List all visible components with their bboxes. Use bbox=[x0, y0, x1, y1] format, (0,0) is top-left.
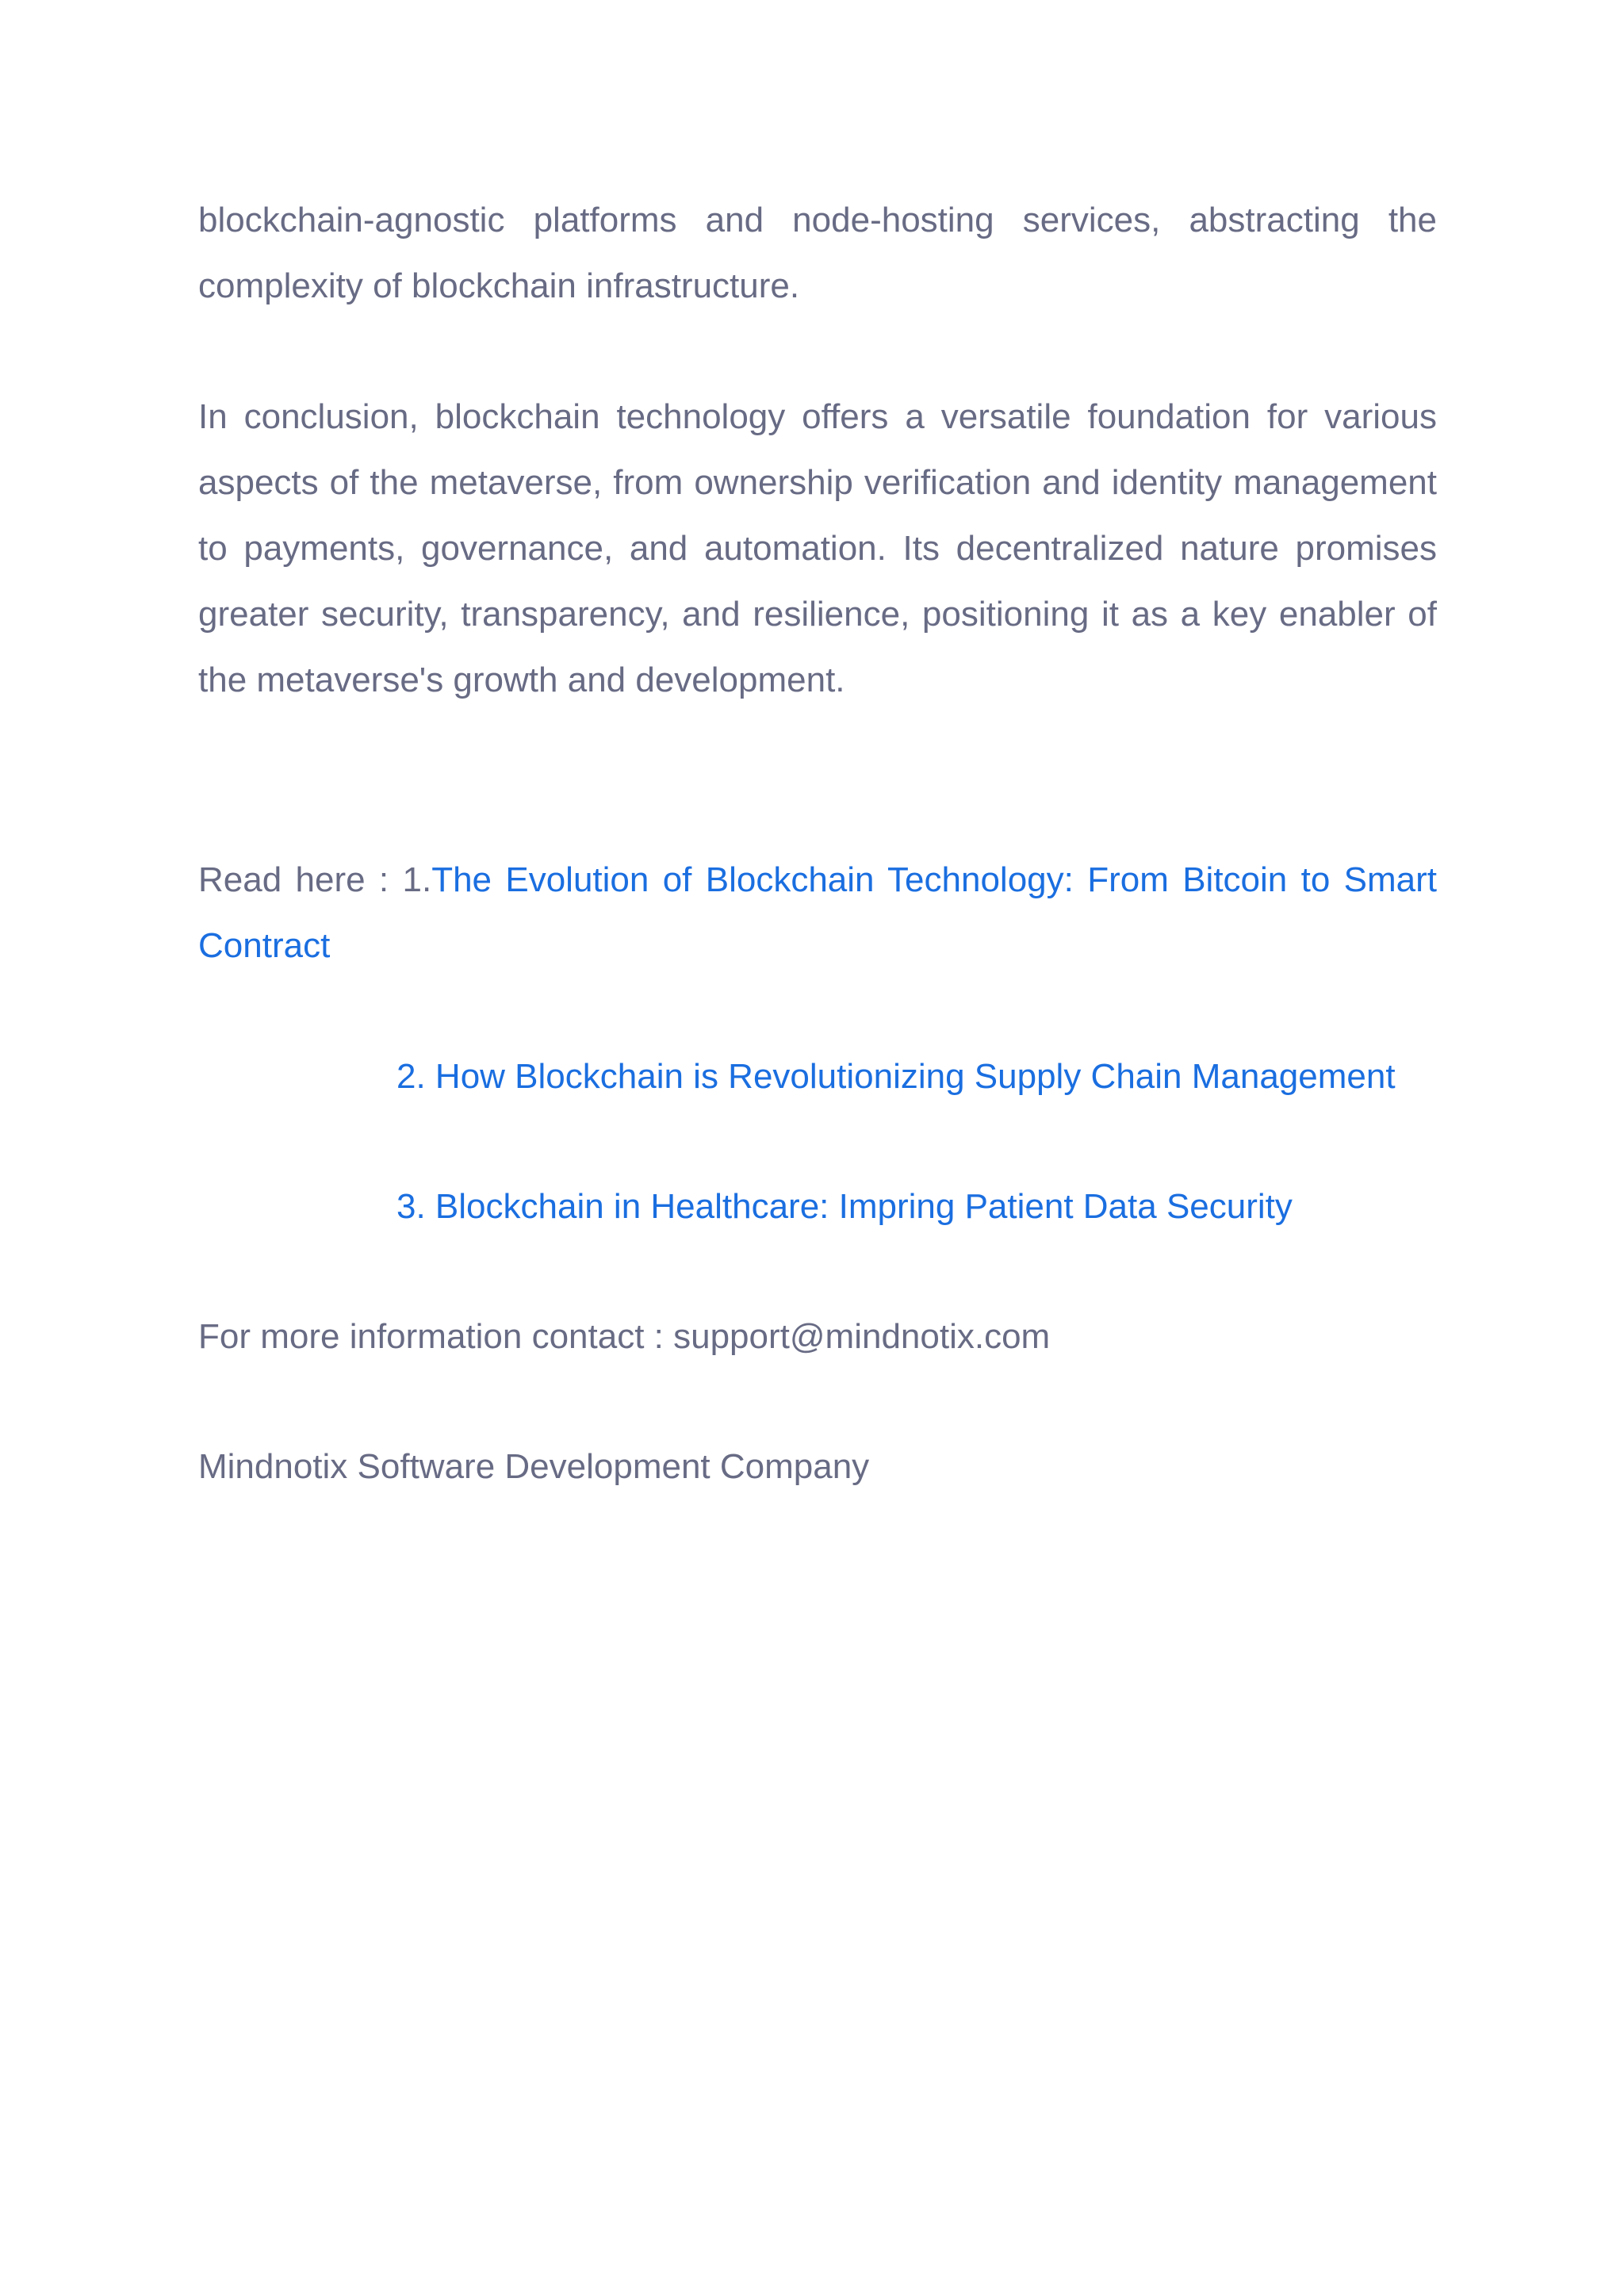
link-line-healthcare bbox=[396, 1174, 1437, 1239]
link-line-supply-chain bbox=[396, 1044, 1437, 1109]
link-evolution-of-blockchain[interactable]: The Evolution of Blockchain Technology: From Bitcoin to Smart Contract bbox=[198, 860, 1437, 965]
contact-line: For more information contact : support@mindnotix.com bbox=[198, 1317, 1051, 1356]
link-supply-chain-management[interactable]: 2. How Blockchain is Revolutionizing Supply Chain Management bbox=[396, 1057, 1396, 1096]
company-name: Mindnotix Software Development Company bbox=[198, 1447, 870, 1486]
read-here-label: Read here : 1. bbox=[198, 860, 432, 899]
intro-paragraph: blockchain-agnostic platforms and node-hosting services, abstracting the complexity of blockchain infrastructure. bbox=[198, 201, 1437, 305]
link-healthcare-data-security[interactable]: 3. Blockchain in Healthcare: Impring Patient Data Security bbox=[396, 1187, 1293, 1226]
conclusion-paragraph: In conclusion, blockchain technology offers a versatile foundation for various aspects of the metaverse, from ownership verification and identity management to payments, governance, and automation. Its decentralized nature promises greater security, transparency, and resilience, positioning it as a key enabler of the metaverse's growth and development. bbox=[198, 397, 1437, 699]
read-here-line bbox=[198, 847, 1437, 978]
